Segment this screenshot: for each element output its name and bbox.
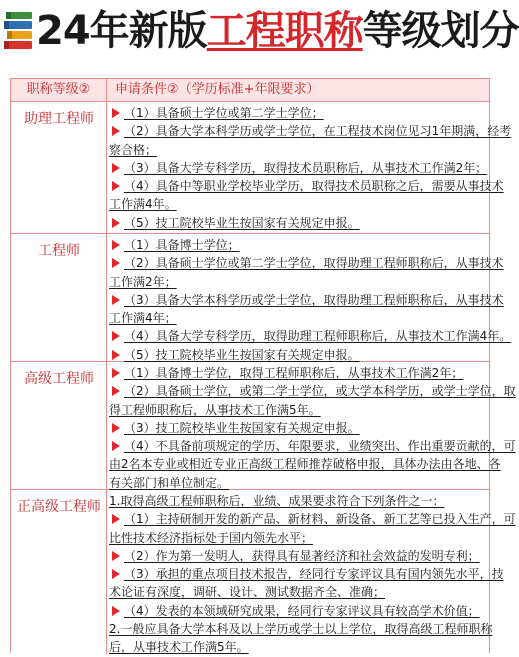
header-level: 职称等级② — [11, 79, 107, 101]
play-arrow-icon — [112, 240, 120, 250]
condition-line — [109, 273, 487, 291]
condition-line — [109, 547, 487, 565]
section-assistant-engineer — [11, 102, 512, 234]
condition-text: （1）具备博士学位，取得工程师职称后，从事技术工作满2年； — [124, 366, 464, 380]
play-arrow-icon — [112, 551, 120, 561]
condition-line — [109, 510, 516, 528]
qualification-table — [10, 78, 516, 655]
condition-line — [109, 159, 487, 177]
condition-text: 术论证有深度，调研、设计、测试数据齐全、准确； — [109, 585, 386, 600]
condition-line — [109, 309, 487, 327]
condition-text: （1）主持研制开发的新产品、新材料、新设备、新工艺等已投入生产，可 — [124, 512, 516, 527]
condition-text: 后，从事技术工作满5年。 — [109, 640, 249, 655]
play-arrow-icon — [112, 514, 120, 524]
play-arrow-icon — [112, 295, 120, 305]
condition-line — [109, 254, 504, 272]
title-prefix: 24年新版 — [36, 8, 207, 54]
condition-line — [109, 236, 487, 254]
condition-text: （5）技工院校毕业生按国家有关规定申报。 — [124, 347, 360, 362]
condition-line — [109, 364, 487, 382]
play-arrow-icon — [112, 163, 120, 173]
books-icon — [2, 10, 36, 50]
condition-line — [109, 401, 487, 419]
level-label — [11, 490, 107, 654]
play-arrow-icon — [112, 368, 120, 378]
condition-text: （2）具备硕士学位，或第二学士学位，或大学本科学历，或学士学位，取 — [124, 384, 516, 399]
condition-line — [109, 291, 504, 309]
level-label-text: 助理工程师 — [24, 111, 94, 127]
play-arrow-icon — [112, 218, 120, 228]
condition-text: （5）技工院校毕业生按国家有关规定申报。 — [124, 215, 360, 230]
conditions-list — [109, 236, 512, 364]
condition-text: 有关部门和单位制定。 — [109, 475, 230, 490]
condition-text: 工作满4年。 — [109, 197, 177, 212]
condition-text: 察合格； — [109, 142, 158, 157]
condition-text: 得工程师职称后，从事技术工作满5年。 — [109, 402, 321, 417]
level-label-text: 正高级工程师 — [17, 499, 101, 515]
condition-text: 工作满2年； — [109, 274, 177, 289]
condition-line — [109, 419, 487, 437]
condition-line — [109, 492, 487, 510]
condition-text: 由2名本专业或相近专业正高级工程师推荐破格申报，具体办法由各地、各 — [109, 457, 501, 472]
condition-line — [109, 214, 487, 232]
section-professor-engineer — [11, 490, 516, 655]
play-arrow-icon — [112, 441, 120, 451]
page-title — [36, 3, 519, 59]
condition-text: （3）具备大学本科学历或学士学位，取得助理工程师职称后，从事技术 — [124, 292, 504, 307]
condition-text: （1）具备博士学位； — [124, 238, 240, 252]
table-header — [11, 79, 489, 102]
condition-line — [109, 122, 512, 140]
condition-line — [109, 437, 516, 455]
play-arrow-icon — [112, 126, 120, 136]
play-arrow-icon — [112, 350, 120, 360]
conditions-list — [109, 364, 516, 492]
level-label-text: 高级工程师 — [24, 371, 94, 387]
condition-text: 比性技术经济指标处于国内领先水平； — [109, 530, 314, 545]
play-arrow-icon — [112, 423, 120, 433]
play-arrow-icon — [112, 331, 120, 341]
condition-text: （4）具备中等职业学校毕业学历，取得技术员职称之后，需要从事技术 — [124, 179, 504, 194]
title-row — [0, 0, 519, 62]
condition-text: （2）作为第一发明人，获得具有显著经济和社会效益的发明专利； — [124, 548, 480, 563]
condition-line — [109, 195, 487, 213]
condition-text: （3）技工院校毕业生按国家有关规定申报。 — [124, 420, 360, 435]
condition-line — [109, 104, 487, 122]
title-highlight: 工程职称 — [206, 8, 363, 54]
condition-line — [109, 455, 501, 473]
level-label — [11, 234, 107, 361]
condition-text: 工作满4年； — [109, 311, 177, 326]
condition-text: （4）具备大学专科学历，取得助理工程师职称后，从事技术工作满4年。 — [124, 329, 512, 344]
play-arrow-icon — [112, 606, 120, 616]
section-senior-engineer — [11, 362, 516, 490]
level-label — [11, 362, 107, 489]
condition-line — [109, 583, 487, 601]
play-arrow-icon — [112, 569, 120, 579]
section-engineer — [11, 234, 512, 362]
conditions-list — [109, 492, 516, 657]
play-arrow-icon — [112, 108, 120, 118]
condition-line — [109, 602, 487, 620]
level-label — [11, 102, 107, 233]
condition-line — [109, 327, 512, 345]
play-arrow-icon — [112, 181, 120, 191]
condition-line — [109, 638, 487, 656]
level-label-text: 工程师 — [38, 243, 80, 259]
condition-line — [109, 565, 504, 583]
condition-text: 1.取得高级工程师职称后，业绩、成果要求符合下列条件之一： — [109, 494, 445, 508]
condition-text: （2）具备大学本科学历或学士学位，在工程技术岗位见习1年期满，经考 — [124, 124, 512, 139]
condition-line — [109, 141, 487, 159]
condition-line — [109, 529, 487, 547]
condition-text: （3）具备大学专科学历，取得技术员职称后，从事技术工作满2年； — [124, 160, 488, 175]
condition-text: （4）发表的本领域研究成果，经同行专家评议具有较高学术价值； — [124, 603, 480, 618]
condition-text: （1）具备硕士学位或第二学士学位； — [124, 106, 324, 120]
condition-text: （2）具备硕士学位或第二学士学位，取得助理工程师职称后，从事技术 — [124, 256, 504, 271]
condition-line — [109, 382, 516, 400]
header-conditions: 申请条件②（学历标准+年限要求） — [115, 82, 320, 97]
play-arrow-icon — [112, 386, 120, 396]
play-arrow-icon — [112, 258, 120, 268]
conditions-list — [109, 104, 512, 232]
title-suffix: 等级划分 — [362, 8, 519, 54]
condition-line — [109, 620, 493, 638]
condition-line — [109, 177, 504, 195]
condition-text: 2.一般应具备大学本科及以上学历或学士以上学位，取得高级工程师职称 — [109, 622, 493, 637]
condition-text: （3）承担的重点项目技术报告，经同行专家评议具有国内领先水平，技 — [124, 567, 504, 582]
condition-text: （4）不具备前项规定的学历、年限要求，业绩突出、作出重要贡献的，可 — [124, 439, 516, 454]
